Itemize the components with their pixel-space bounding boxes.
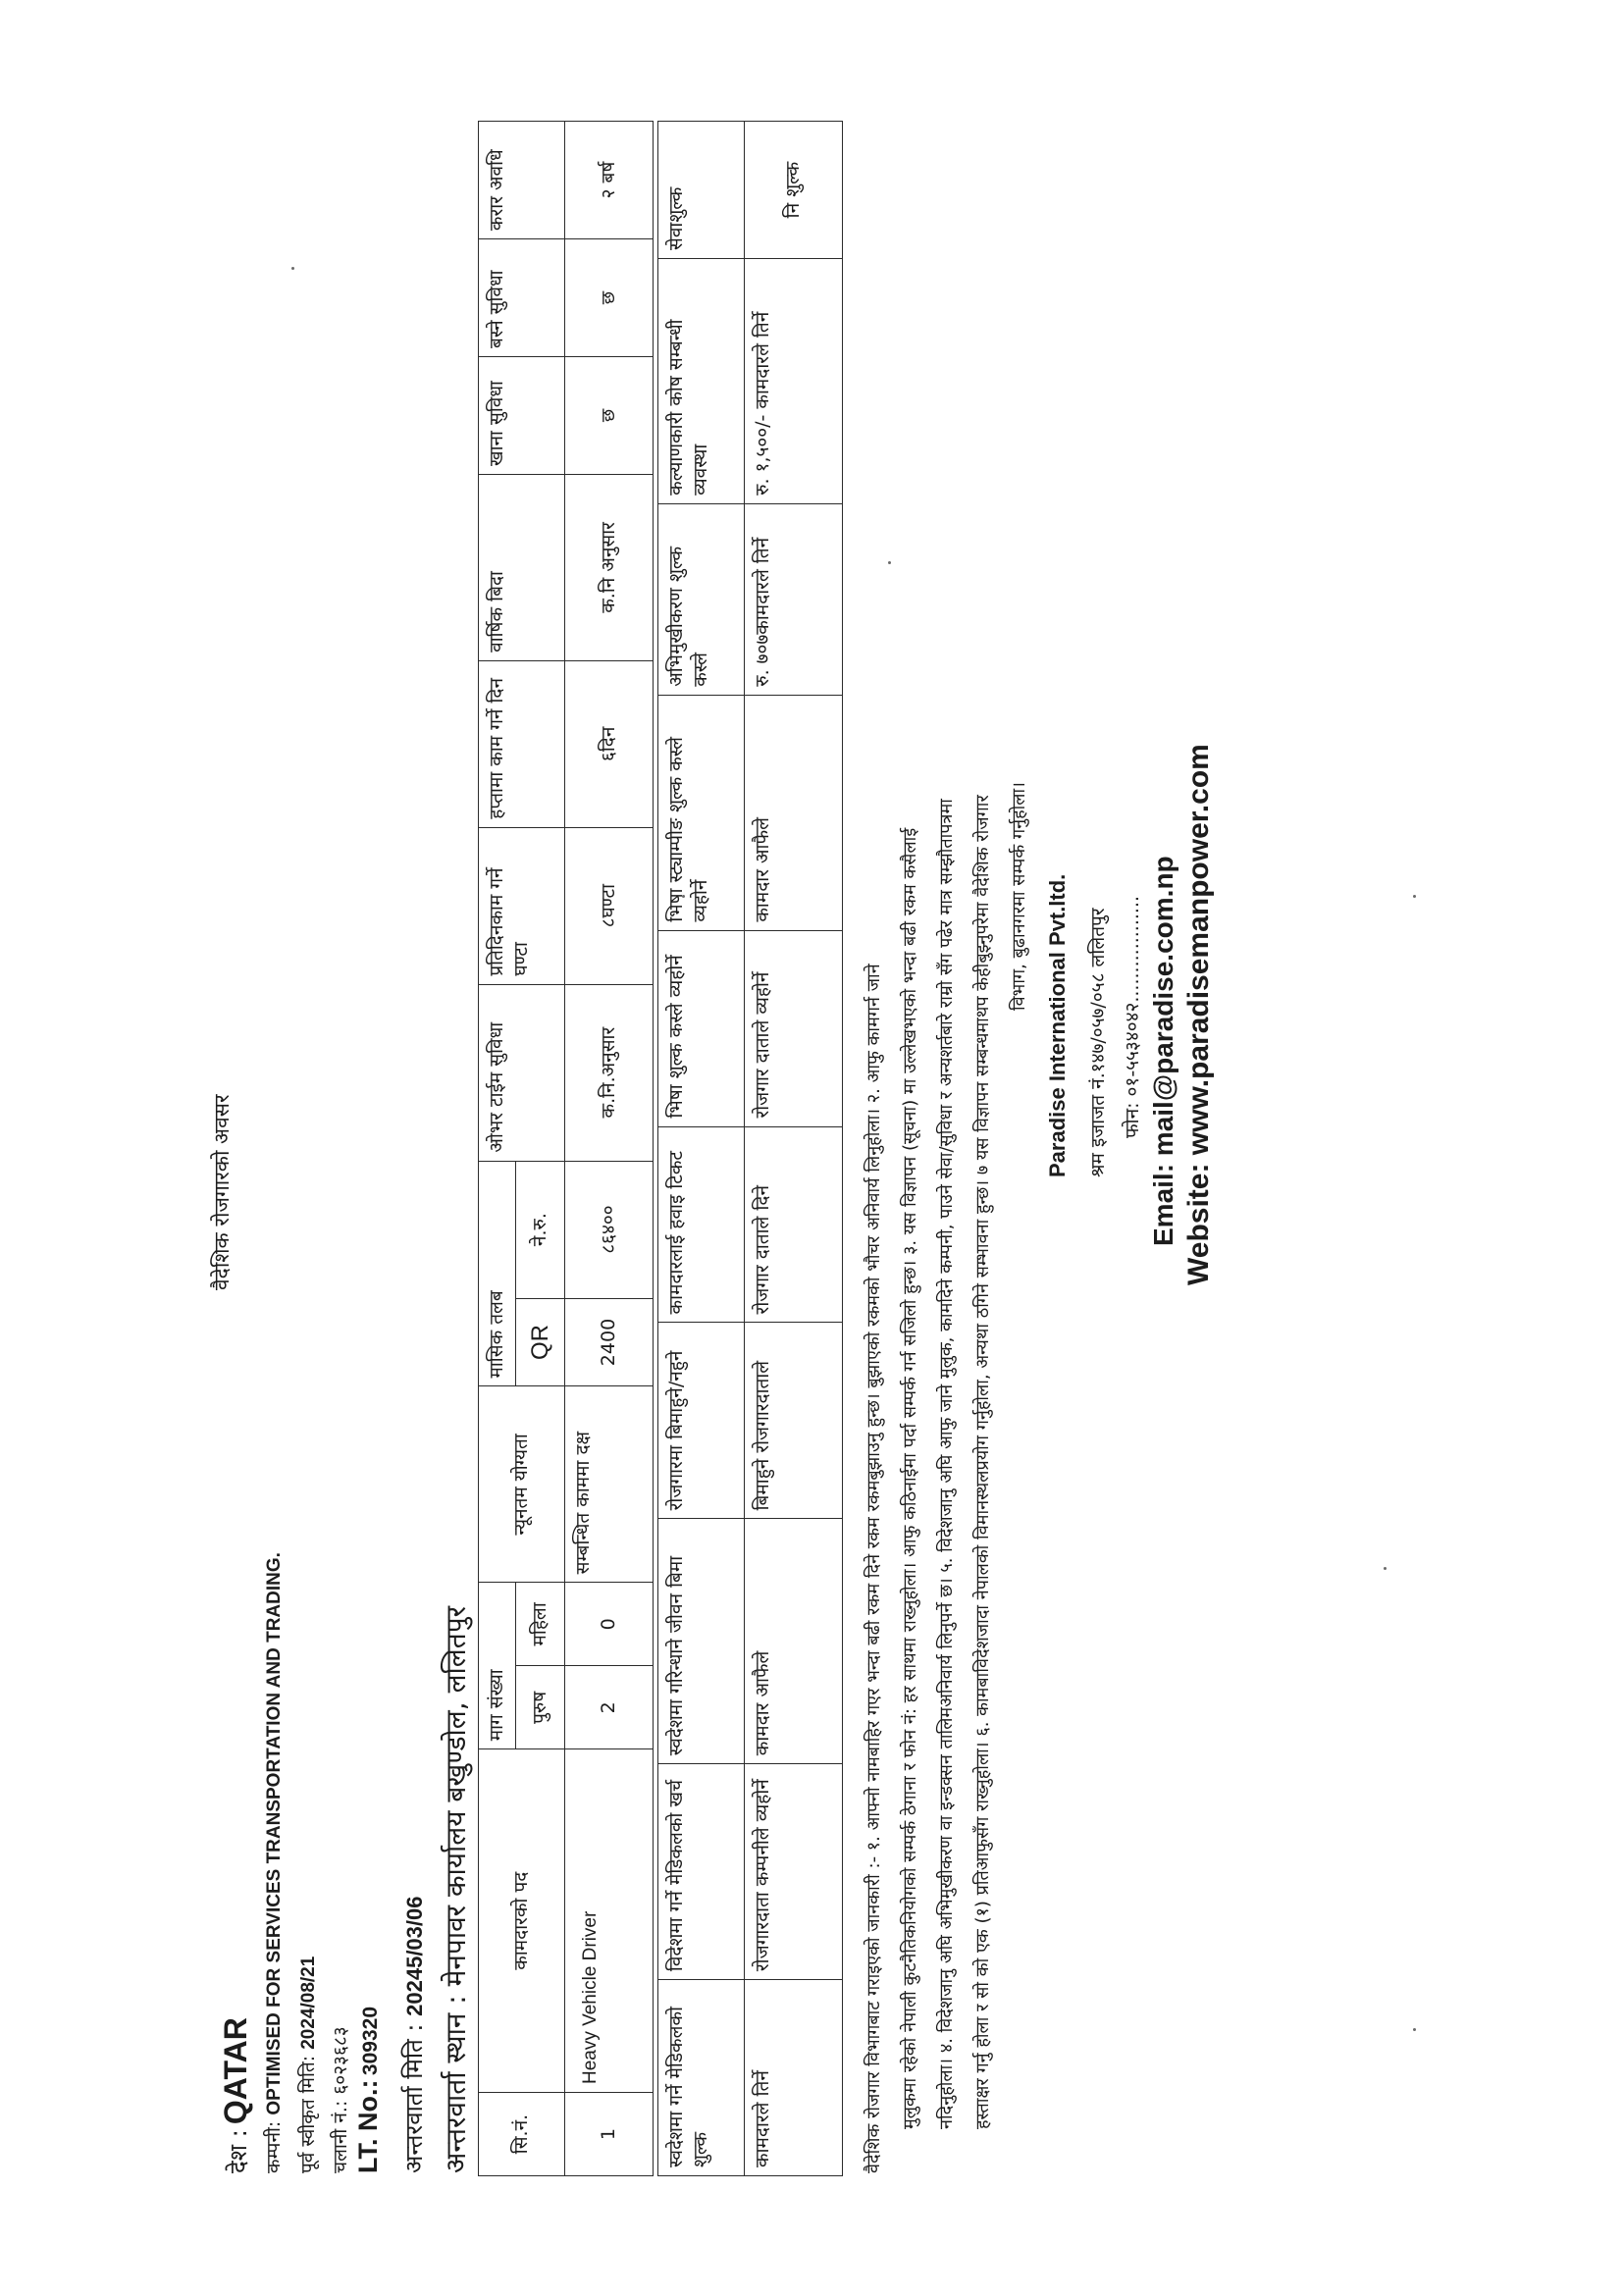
country-name: QATAR [218, 2017, 253, 2125]
approval-label: पूर्व स्वीकृत मिति: [297, 2055, 319, 2173]
job-details-table [478, 121, 654, 2176]
cost-header-cell: अभिमुखीकरण शुल्क कस्ले [658, 503, 745, 695]
lt-number: 309320 [359, 2006, 382, 2076]
agency-license: श्रम इजाजत नं.१४७/०५७/०५८ ललितपुर [1087, 908, 1109, 1177]
hours-header: प्रतिदिनकाम गर्ने घण्टा [479, 827, 565, 984]
cost-header-cell: सेवाशुल्क [658, 122, 745, 259]
cost-value-cell: नि शुल्क [745, 122, 843, 259]
chalani-number: ६०२३६८३ [330, 2026, 351, 2095]
cost-value-cell: कामदार आफैले [745, 1519, 843, 1764]
note-line: हस्ताक्षर गर्नु होला र सो को एक (१) प्रतिआफुसँग राख्नुहोला। ६. कामबाविदेशजादा नेपालको विमानस्थलप्रयोग गर्नुहोला, अन्यथा ठगिने सम्भावना हुन्छ। ७ यस विज्ञापन सम्बन्धमाथप केहीबुझ्नुपरेमा वैदेशिक रोजगार [972, 795, 993, 2129]
sn-header: सि.नं. [479, 2093, 565, 2176]
interview-place-label: अन्तरवार्ता स्थान : [440, 1995, 472, 2173]
note-line: वैदेशिक रोजगार विभागबाट गराइएको जानकारी :- १. आफ्नो नामबाहिर गएर भन्दा बढी रकम दिने रकम रकमबुझाउनु हुन्छ। बुझाएको रकमको भौचर अनिवार्य लिनुहोला। २. आफु कामगर्न जाने [864, 964, 884, 2173]
scan-speck [1413, 2028, 1416, 2031]
female-count-cell: 0 [565, 1583, 654, 1666]
cost-value-cell: रोजगार दाताले व्यहोर्ने [745, 930, 843, 1126]
interview-place-line [437, 1606, 474, 2173]
chalani-label: चलानी नं.: [330, 2100, 351, 2173]
approval-line [294, 1957, 320, 2173]
male-header: पुरुष [516, 1666, 565, 1749]
cost-header-cell: स्वदेशमा गरिन्धाने जीवन बिमा [658, 1519, 745, 1764]
qr-header: QR [516, 1298, 565, 1386]
scan-speck [1413, 895, 1416, 898]
cost-header-row [658, 122, 745, 2176]
accommodation-cell: छ [565, 239, 654, 357]
country-line [218, 2017, 254, 2173]
hours-cell: ८घण्टा [565, 827, 654, 984]
vacancy-title: वैदेशिक रोजगारको अवसर [210, 1094, 234, 1290]
overtime-header: ओभर टाईम सुविधा [479, 984, 565, 1161]
overtime-cell: क.नि.अनुसार [565, 984, 654, 1161]
note-line: विभाग, बुढानगरमा सम्पर्क गर्नुहोला। [1009, 782, 1029, 1011]
job-row [565, 122, 654, 2176]
cost-header-cell: कल्याणकारी कोष सम्बन्धी व्यवस्था [658, 259, 745, 504]
food-header: खाना सुविधा [479, 357, 565, 475]
demand-header: माग संख्या [479, 1583, 516, 1749]
cost-value-cell: रु. ७०७कामदारले तिर्ने [745, 503, 843, 695]
days-header: हप्तामा काम गर्ने दिन [479, 660, 565, 827]
company-label: कम्पनी: [263, 2120, 285, 2173]
scan-speck [1384, 1567, 1387, 1570]
interview-date: 20245/03/06 [402, 1896, 427, 2016]
approval-date: 2024/08/21 [298, 1956, 319, 2050]
cost-header-cell: विदेशमा गर्ने मेडिकलको खर्च [658, 1764, 745, 1980]
accommodation-header: बस्ने सुविधा [479, 239, 565, 357]
days-cell: ६दिन [565, 660, 654, 827]
company-name: OPTIMISED FOR SERVICES TRANSPORTATION AND TRADING. [264, 1552, 285, 2115]
leave-header: वार्षिक बिदा [479, 474, 565, 660]
cost-value-row [745, 122, 843, 2176]
interview-place: मेनपावर कार्यालय बखुण्डोल, ललितपुर [440, 1605, 472, 1987]
qualification-cell: सम्बन्धित काममा दक्ष [565, 1386, 654, 1583]
cost-header-cell: रोजगारमा बिमाहुने/नहुने [658, 1323, 745, 1519]
agency-email: Email: mail@paradise.com.np [1148, 856, 1178, 1246]
cost-value-cell: रु. १,५००/- कामदारले तिर्ने [745, 259, 843, 504]
cost-value-cell: कामदारले तिर्ने [745, 1980, 843, 2176]
cost-header-cell: भिषा शुल्क कस्ले व्यहोर्ने [658, 930, 745, 1126]
chalani-line [327, 2026, 352, 2173]
cost-value-cell: कामदार आफैले [745, 695, 843, 930]
male-count-cell: 2 [565, 1666, 654, 1749]
cost-value-cell: बिमाहुने रोजगारदाताले [745, 1323, 843, 1519]
food-cell: छ [565, 357, 654, 475]
cost-value-cell: रोजगार दाताले दिने [745, 1126, 843, 1323]
note-line: मुलुकमा रहेको नेपाली कुटनैतिकनियोगको सम्पर्क ठेगाना र फोन नं: हर साथमा राख्नुहोला। आफु कठिनाईमा पर्दा सम्पर्क गर्न सजिलो हुन्छ। ३. यस विज्ञापन (सूचना) मा उल्लेखभएको भन्दा बढी रकम कसैलाई [900, 827, 920, 2129]
leave-cell: क.नि अनुसार [565, 474, 654, 660]
header-row-top [479, 122, 516, 2176]
cost-value-cell: रोजगारदाता कम्पनीले व्यहोर्ने [745, 1764, 843, 1980]
note-line: नदिनुहोला। ४. विदेशजानु अघि अभिमुखीकरण वा इन्डक्सन तालिमअनिवार्य लिनुपर्ने छ। ५. विदेशजानु अघि आफु जाने मुलुक, कामदिने कम्पनी, पाउने सेवा/सुविधा र अन्यशर्तबारे राम्रो सँग पढेर मात्र सम्झौतापत्रमा [936, 799, 957, 2129]
agency-name: Paradise International Pvt.ltd. [1045, 873, 1070, 1177]
lt-line [353, 2007, 384, 2173]
agency-phone: फोन: ०१-५५३४०४२.................. [1122, 895, 1143, 1138]
sn-cell: 1 [565, 2093, 654, 2176]
interview-date-line [397, 1897, 430, 2173]
lt-label: LT. No.: [353, 2079, 383, 2173]
cost-header-cell: कामदारलाई हवाइ टिकट [658, 1126, 745, 1323]
contract-header: करार अवधि [479, 122, 565, 239]
cost-header-cell: स्वदेशमा गर्ने मेडिकलको शुल्क [658, 1980, 745, 2176]
cost-header-cell: भिषा स्ट्याम्पीङ शुल्क कस्ले व्यहोर्ने [658, 695, 745, 930]
scan-speck [291, 267, 294, 270]
country-label: देश : [225, 2129, 252, 2173]
salary-header: मासिक तलब [479, 1161, 516, 1386]
npr-header: ने.रु. [516, 1161, 565, 1298]
scan-speck [888, 561, 891, 564]
post-header: कामदारको पद [479, 1749, 565, 2093]
contract-cell: २ बर्ष [565, 122, 654, 239]
cost-table [657, 121, 843, 2176]
interview-date-label: अन्तरवार्ता मिति : [400, 2023, 428, 2173]
company-line [260, 1552, 286, 2173]
salary-qr-cell: 2400 [565, 1298, 654, 1386]
qualification-header: न्यूनतम योग्यता [479, 1386, 565, 1583]
female-header: महिला [516, 1583, 565, 1666]
post-cell: Heavy Vehicle Driver [565, 1749, 654, 2093]
salary-npr-cell: ८६४०० [565, 1161, 654, 1298]
agency-website: Website: www.paradisemanpower.com [1182, 744, 1215, 1285]
